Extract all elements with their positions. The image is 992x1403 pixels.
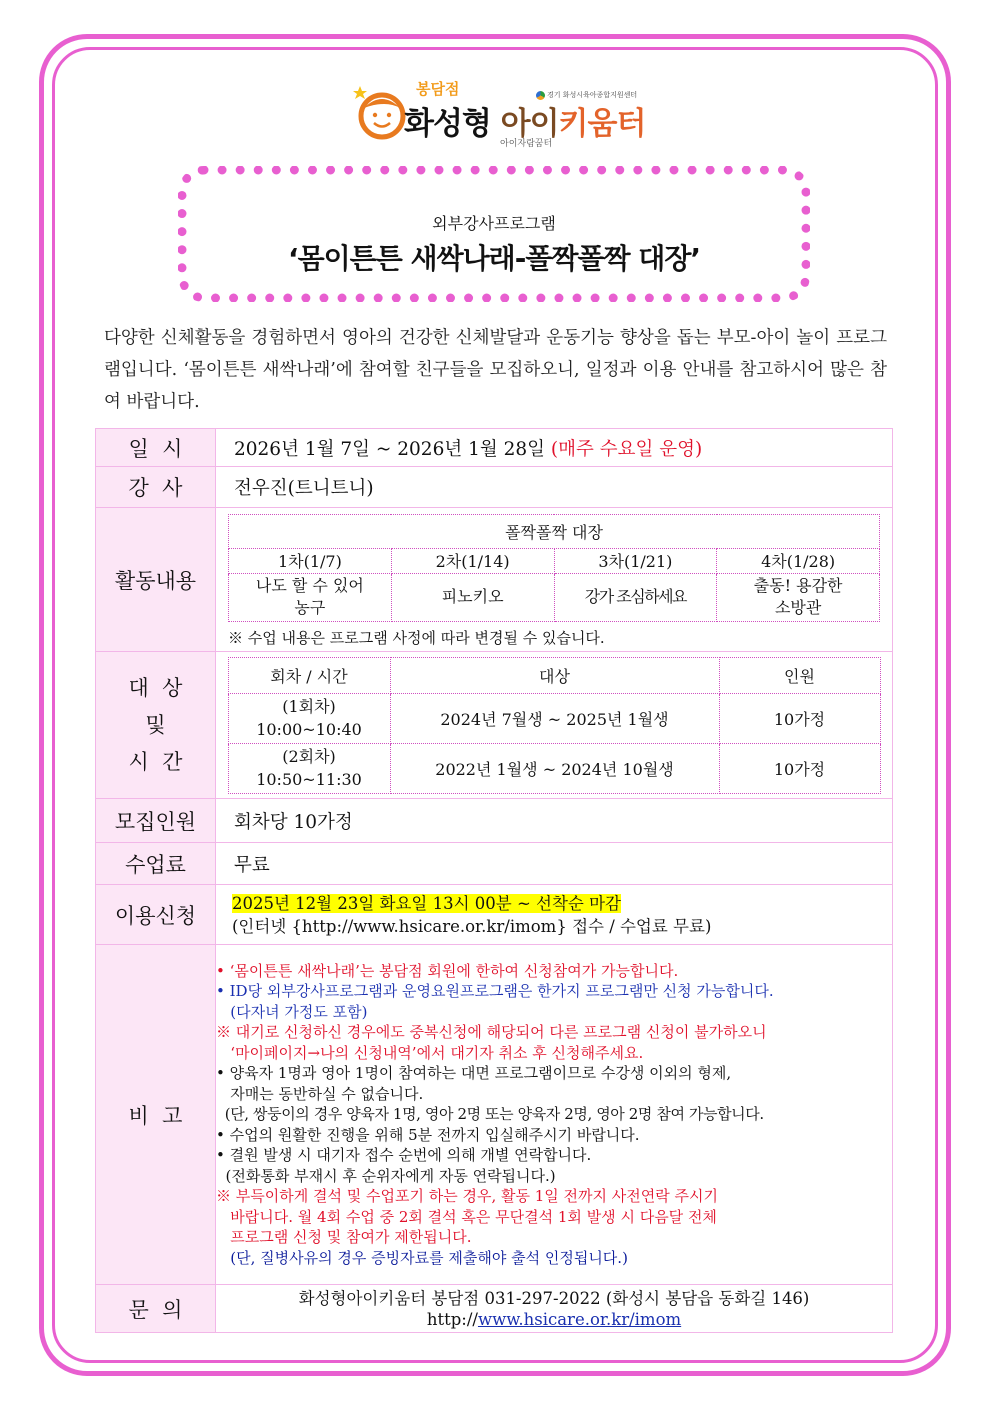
value-recruit: 회차당 10가정 — [216, 799, 893, 843]
value-remarks — [216, 945, 893, 1285]
row-contact — [96, 1285, 893, 1333]
row-date — [96, 429, 893, 467]
row-recruit — [96, 799, 893, 843]
activity-round: 4차(1/28) — [717, 548, 880, 573]
remark-line: ‘마이페이지→나의 신청내역’에서 대기자 취소 후 신청해주세요. — [216, 1043, 644, 1062]
activity-content: 출동! 용감한 소방관 — [717, 573, 880, 621]
apply-period: 2025년 12월 23일 화요일 13시 00분 ~ 선착순 마감 — [232, 893, 621, 913]
remark-line: • 결원 발생 시 대기자 접수 순번에 의해 개별 연락합니다. — [216, 1146, 592, 1165]
activity-table — [228, 514, 880, 622]
label-activity: 활동내용 — [96, 508, 216, 652]
row-apply — [96, 885, 893, 945]
value-date: 2026년 1월 7일 ~ 2026년 1월 28일 (매주 수요일 운영) — [216, 429, 893, 467]
row-remarks — [96, 945, 893, 1285]
contact-url: http://www.hsicare.or.kr/imom — [426, 1309, 682, 1329]
schedule-header: 인원 — [719, 657, 880, 693]
title-box — [178, 166, 810, 302]
row-target — [96, 652, 893, 799]
remark-line: (전화통화 부재시 후 순위자에게 자동 연락됩니다.) — [216, 1166, 556, 1185]
activity-round: 3차(1/21) — [554, 548, 717, 573]
remark-line: • 양육자 1명과 영아 1명이 참여하는 대면 프로그램이므로 수강생 이외의 형제, — [216, 1064, 732, 1083]
remark-line: • 수업의 원활한 진행을 위해 5분 전까지 입실해주시기 바랍니다. — [216, 1125, 640, 1144]
value-apply — [216, 885, 893, 945]
remark-line: 프로그램 신청 및 참여가 제한됩니다. — [216, 1228, 472, 1247]
logo-branch: 봉담점 — [416, 80, 460, 98]
remark-line: (단, 쌍둥이의 경우 양육자 1명, 영아 2명 또는 양육자 2명, 영아 2명 참여 가능합니다. — [216, 1105, 764, 1124]
value-activity — [216, 508, 893, 652]
activity-note: ※ 수업 내용은 프로그램 사정에 따라 변경될 수 있습니다. — [228, 628, 605, 647]
remark-line: 자매는 동반하실 수 없습니다. — [216, 1084, 424, 1103]
contact-info: 화성형아이키움터 봉담점 031-297-2022 (화성시 봉담읍 동화길 146) — [298, 1288, 810, 1308]
value-fee: 무료 — [216, 843, 893, 885]
center-logo — [352, 76, 652, 148]
activity-content: 강가 조심하세요 — [554, 573, 717, 621]
label-remarks: 비 고 — [96, 945, 216, 1285]
activity-round: 2차(1/14) — [391, 548, 554, 573]
activity-content: 피노키오 — [391, 573, 554, 621]
activity-content: 나도 할 수 있어 농구 — [229, 573, 392, 621]
weekly-note: (매주 수요일 운영) — [550, 438, 703, 460]
remark-line: (다자녀 가정도 포함) — [216, 1002, 368, 1021]
info-table — [95, 428, 893, 1333]
activity-header: 폴짝폴짝 대장 — [229, 514, 880, 548]
remark-line: • ID당 외부강사프로그램과 운영요원프로그램은 한가지 프로그램만 신청 가능합니다. — [216, 982, 774, 1001]
activity-round: 1차(1/7) — [229, 548, 392, 573]
value-contact — [216, 1285, 893, 1333]
support-center-logo: 경기 화성시육아종합지원센터 — [536, 90, 637, 100]
label-fee: 수업료 — [96, 843, 216, 885]
schedule-row: (2회차) 10:50~11:30 2022년 1월생 ~ 2024년 10월생 10가정 — [228, 743, 880, 793]
intro-paragraph: 다양한 신체활동을 경험하면서 영아의 건강한 신체발달과 운동기능 향상을 돕는 부모-아이 놀이 프로그램입니다. ‘몸이튼튼 새싹나래’에 참여할 친구들을 모집하오니, 일정과 이용 안내를 참고하시어 많은 참여 바랍니다. — [104, 328, 887, 412]
remark-line: ※ 대기로 신청하신 경우에도 중복신청에 해당되어 다른 프로그램 신청이 불가하오니 — [216, 1023, 767, 1042]
program-type: 외부강사프로그램 — [432, 214, 556, 233]
label-recruit: 모집인원 — [96, 799, 216, 843]
label-contact: 문 의 — [96, 1285, 216, 1333]
label-date: 일 시 — [96, 429, 216, 467]
remark-line: 바랍니다. 월 4회 수업 중 2회 결석 혹은 무단결석 1회 발생 시 다음달 전체 — [216, 1207, 717, 1226]
label-apply: 이용신청 — [96, 885, 216, 945]
schedule-table — [228, 657, 881, 794]
label-instructor: 강 사 — [96, 467, 216, 508]
schedule-header: 회차 / 시간 — [228, 657, 390, 693]
remark-line: (단, 질병사유의 경우 증빙자료를 제출해야 출석 인정됩니다.) — [216, 1248, 628, 1267]
schedule-row: (1회차) 10:00~10:40 2024년 7월생 ~ 2025년 1월생 10가정 — [228, 693, 880, 743]
support-center-icon — [536, 91, 545, 100]
remark-line: ※ 부득이하게 결석 및 수업포기 하는 경우, 활동 1일 전까지 사전연락 주시기 — [216, 1187, 718, 1206]
row-activity — [96, 508, 893, 652]
website-link[interactable]: www.hsicare.or.kr/imom — [477, 1309, 682, 1329]
value-target — [216, 652, 893, 799]
remark-line: • ‘몸이튼튼 새싹나래’는 봉담점 회원에 한하여 신청참여가 가능합니다. — [216, 961, 679, 980]
logo-name: 화성형 아이키움터 — [404, 106, 646, 142]
program-title: ‘몸이튼튼 새싹나래-폴짝폴짝 대장’ — [287, 242, 701, 275]
row-instructor — [96, 467, 893, 508]
logo-subtitle: 아이자람꿈터 — [500, 139, 553, 149]
schedule-header: 대상 — [390, 657, 719, 693]
label-target: 대 상 및 시 간 — [96, 652, 216, 799]
child-face-icon — [352, 84, 408, 140]
value-instructor: 전우진(트니트니) — [216, 467, 893, 508]
row-fee — [96, 843, 893, 885]
apply-method: (인터넷 {http://www.hsicare.or.kr/imom} 접수 / 수업료 무료) — [232, 916, 712, 936]
